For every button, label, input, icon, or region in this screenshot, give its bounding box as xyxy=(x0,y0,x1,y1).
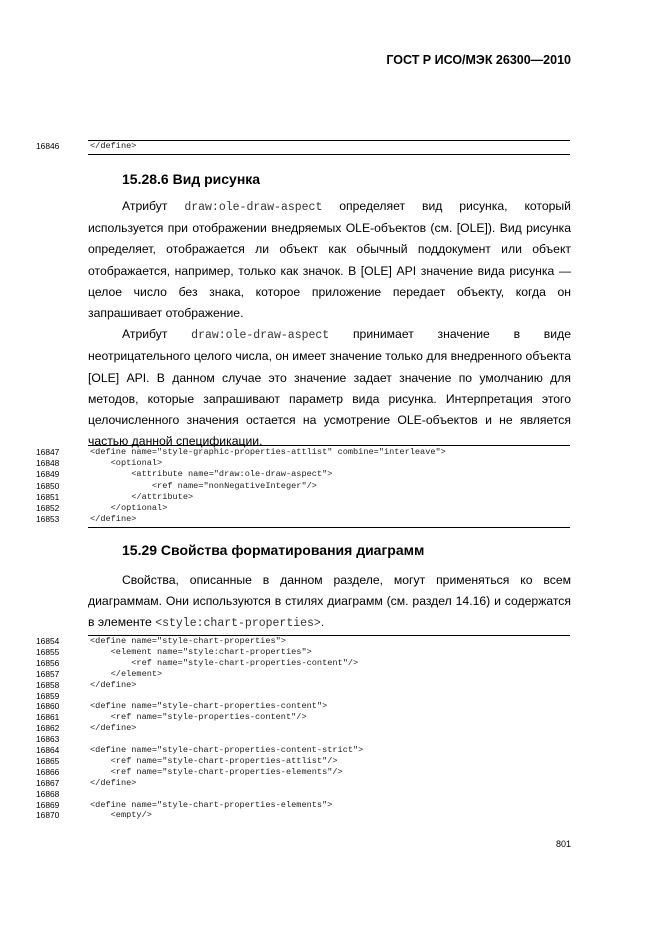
code-text: <empty/> xyxy=(90,810,152,821)
code-text: <define name="style-graphic-properties-attlist" combine="interleave"> xyxy=(90,447,446,457)
code-text: </define> xyxy=(90,141,137,151)
code-top-rule xyxy=(88,445,570,446)
line-number: 16866 xyxy=(36,766,60,777)
line-number: 16855 xyxy=(36,646,60,657)
line-number: 16854 xyxy=(36,636,60,646)
line-number: 16853 xyxy=(36,514,60,525)
line-number: 16862 xyxy=(36,723,60,734)
code-text: <attribute name="draw:ole-draw-aspect"> xyxy=(90,469,333,480)
line-number: 16850 xyxy=(36,480,60,491)
code-text: <ref name="style-properties-content"/> xyxy=(90,712,307,723)
line-number: 16846 xyxy=(36,141,60,151)
code-text: <element name="style:chart-properties"> xyxy=(90,646,312,657)
paragraph: Свойства, описанные в данном разделе, могут применяться ко всем диаграммам. Они используются в стилях диаграмм (см. раздел 14.16) и содержатся в элементе <style:chart-properties>. xyxy=(88,573,571,631)
code-text: <define name="style-chart-properties-elements"> xyxy=(90,799,333,810)
code-text: <ref name="style-chart-properties-elements"/> xyxy=(90,766,343,777)
line-number: 16858 xyxy=(36,679,60,690)
code-text: <define name="style-chart-properties"> xyxy=(90,636,286,646)
page-number: 801 xyxy=(555,839,571,849)
line-number: 16863 xyxy=(36,734,60,745)
inline-code: <style:chart-properties> xyxy=(155,617,321,631)
line-number: 16857 xyxy=(36,668,60,679)
line-number: 16867 xyxy=(36,777,60,788)
line-number: 16870 xyxy=(36,810,60,821)
inline-code: draw:ole-draw-aspect xyxy=(191,329,330,343)
line-number: 16859 xyxy=(36,690,60,701)
code-text: </define> xyxy=(90,514,137,525)
code-text: <define name="style-chart-properties-content"> xyxy=(90,701,328,712)
line-number: 16847 xyxy=(36,447,60,457)
section2-text xyxy=(88,570,571,635)
line-number: 16849 xyxy=(36,469,60,480)
line-number: 16864 xyxy=(36,745,60,755)
line-number: 16868 xyxy=(36,788,60,799)
code-text: <optional> xyxy=(90,458,163,469)
line-number: 16861 xyxy=(36,712,60,723)
code-text: </optional> xyxy=(90,503,168,513)
code-text: <ref name="nonNegativeInteger"/> xyxy=(90,480,317,491)
code-text: <ref name="style-chart-properties-attlist"/> xyxy=(90,755,338,766)
code-top-rule xyxy=(88,140,570,141)
code-text: </element> xyxy=(90,668,163,679)
code-text: <ref name="style-chart-properties-content"/> xyxy=(90,657,359,668)
section1-text xyxy=(88,196,571,452)
line-number: 16856 xyxy=(36,657,60,668)
line-number: 16865 xyxy=(36,755,60,766)
line-number: 16860 xyxy=(36,701,60,712)
document-header-title: ГОСТ Р ИСО/МЭК 26300—2010 xyxy=(386,53,571,67)
code-text: </define> xyxy=(90,679,137,690)
line-number: 16848 xyxy=(36,458,60,469)
paragraph: Атрибут draw:ole-draw-aspect определяет вид рисунка, который используется при отображении внедряемых OLE-объектов (см. [OLE]). Вид рисунка определяет, отображается ли объект как обычный поддокумент или объект отображается, например, только как значок. В [OLE] API значение вида рисунка — целое число без знака, которое приложение передает объекту, когда он запрашивает отображение. xyxy=(88,199,571,321)
section-heading: 15.28.6 Вид рисунка xyxy=(122,171,261,187)
code-bottom-rule xyxy=(88,154,570,155)
code-text: <define name="style-chart-properties-content-strict"> xyxy=(90,745,364,755)
code-text: </define> xyxy=(90,723,137,734)
line-number: 16852 xyxy=(36,503,60,513)
code-text: </define> xyxy=(90,777,137,788)
section-heading: 15.29 Свойства форматирования диаграмм xyxy=(122,542,425,558)
line-number: 16851 xyxy=(36,491,60,502)
inline-code: draw:ole-draw-aspect xyxy=(184,201,323,214)
code-bottom-rule xyxy=(88,527,570,528)
paragraph: Атрибут draw:ole-draw-aspect принимает значение в виде неотрицательного целого числа, он имеет значение только для внедренного объекта [OLE] API. В данном случае это значение задает значение по умолчанию для методов, которые запрашивают параметр вида рисунка. Интерпретация этого целочисленного значения остается на усмотрение OLE-объектов и не является частью данной спецификации. xyxy=(88,327,571,449)
line-number: 16869 xyxy=(36,799,60,810)
code-text: </attribute> xyxy=(90,491,194,502)
